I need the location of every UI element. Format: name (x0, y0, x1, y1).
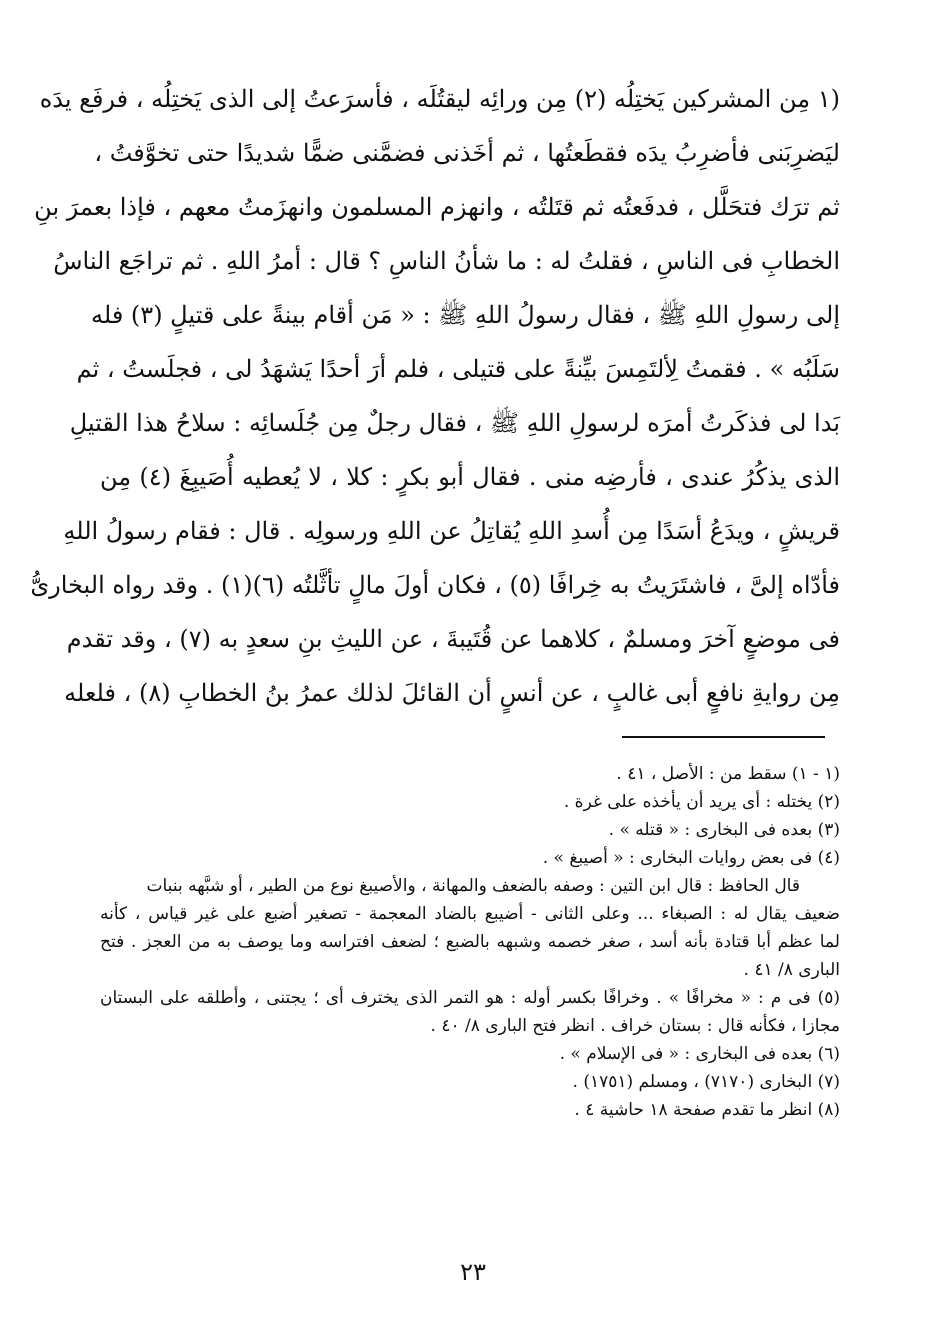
footnote-divider (622, 736, 825, 738)
text-line: الخطابِ فى الناسِ ، فقلتُ له : ما شأنُ الناسِ ؟ قال : أمرُ اللهِ . ثم تراجَع الناسُ (53, 247, 840, 275)
text-line: فى موضعٍ آخرَ ومسلمٌ ، كلاهما عن قُتَيبةَ ، عن الليثِ بنِ سعدٍ به (٧) ، وقد تقدم (66, 625, 840, 653)
footnote: (٧) البخارى (٧١٧٠) ، ومسلم (١٧٥١) . (572, 1072, 840, 1092)
text-line: سَلَبُه » . فقمتُ لِألتَمِسَ بيِّنةً على قتيلى ، فلم أرَ أحدًا يَشهَدُ لى ، فجلَستُ ، ثم (76, 355, 840, 383)
footnote: ضعيف يقال له : الصبغاء ... وعلى الثانى - أضيبع بالضاد المعجمة - تصغير أضبع على غير قياس ، كأنه (100, 904, 840, 924)
page-number: ٢٣ (460, 1258, 486, 1286)
footnote: (٤) فى بعض روايات البخارى : « أصيبغ » . (542, 848, 840, 868)
footnote: (١ - ١) سقط من : الأصل ، ٤١ . (616, 764, 840, 784)
footnote: لما عظم أبا قتادة بأنه أسد ، صغر خصمه وشبهه بالضبع ؛ لضعف افتراسه وما يوصف به من العجز . فتح (100, 932, 840, 952)
footnote: (٥) فى م : « مخرافًا » . وخرافًا بكسر أوله : هو التمر الذى يخترف أى ؛ يجتنى ، وأطلقه على البستان (100, 988, 840, 1008)
footnote: (٣) بعده فى البخارى : « قتله » . (608, 820, 840, 840)
text-line: الذى يذكُرُ عندى ، فأرضِه منى . فقال أبو بكرٍ : كلا ، لا يُعطيه أُصَيبِغَ (٤) مِن (100, 463, 841, 491)
footnotes-block (100, 760, 840, 1124)
footnote: (٢) يختله : أى يريد أن يأخذه على غرة . (563, 792, 840, 812)
text-line: قريشٍ ، ويدَعُ أسَدًا مِن أُسدِ اللهِ يُقاتِلُ عن اللهِ ورسولِه . قال : فقام رسولُ اللهِ (63, 517, 840, 545)
footnote: البارى ٨/ ٤١ . (743, 960, 840, 980)
text-line: بَدا لى فذكَرتُ أمرَه لرسولِ اللهِ ﷺ ، فقال رجلٌ مِن جُلَسائِه : سلاحُ هذا القتيلِ (69, 409, 840, 437)
footnote: قال الحافظ : قال ابن التين : وصفه بالضعف والمهانة ، والأصيبغ نوع من الطير ، أو شبَّهه بنبات (146, 876, 800, 896)
text-line: ثم ترَك فتحَلَّل ، فدفَعتُه ثم قتَلتُه ، وانهزم المسلمون وانهزَمتُ معهم ، فإذا بعمرَ بنِ (34, 193, 840, 221)
text-line: ليَضرِبَنى فأضرِبُ يدَه فقطَعتُها ، ثم أخَذنى فضمَّنى ضمًّا شديدًا حتى تخوَّفتُ ، (94, 139, 840, 167)
text-line: (١ مِن المشركين يَختِلُه (٢) مِن ورائِه ليقتُلَه ، فأسرَعتُ إلى الذى يَختِلُه ، فرفَع يدَه (39, 85, 840, 113)
text-line: فأدّاه إلىَّ ، فاشتَرَيتُ به خِرافًا (٥) ، فكان أولَ مالٍ تأثَّلتُه (٦)(١) . وقد رواه البخارىُّ (30, 571, 840, 599)
footnote: (٦) بعده فى البخارى : « فى الإسلام » . (559, 1044, 840, 1064)
text-line: مِن روايةِ نافعٍ أبى غالبٍ ، عن أنسٍ أن القائلَ لذلك عمرُ بنُ الخطابِ (٨) ، فلعله (64, 679, 840, 707)
footnote: مجازا ، فكأنه قال : بستان خراف . انظر فتح البارى ٨/ ٤٠ . (430, 1016, 840, 1036)
main-text-block (30, 72, 841, 720)
text-line: إلى رسولِ اللهِ ﷺ ، فقال رسولُ اللهِ ﷺ : « مَن أقام بينةً على قتيلٍ (٣) فله (91, 301, 840, 329)
footnote: (٨) انظر ما تقدم صفحة ١٨ حاشية ٤ . (574, 1100, 840, 1120)
